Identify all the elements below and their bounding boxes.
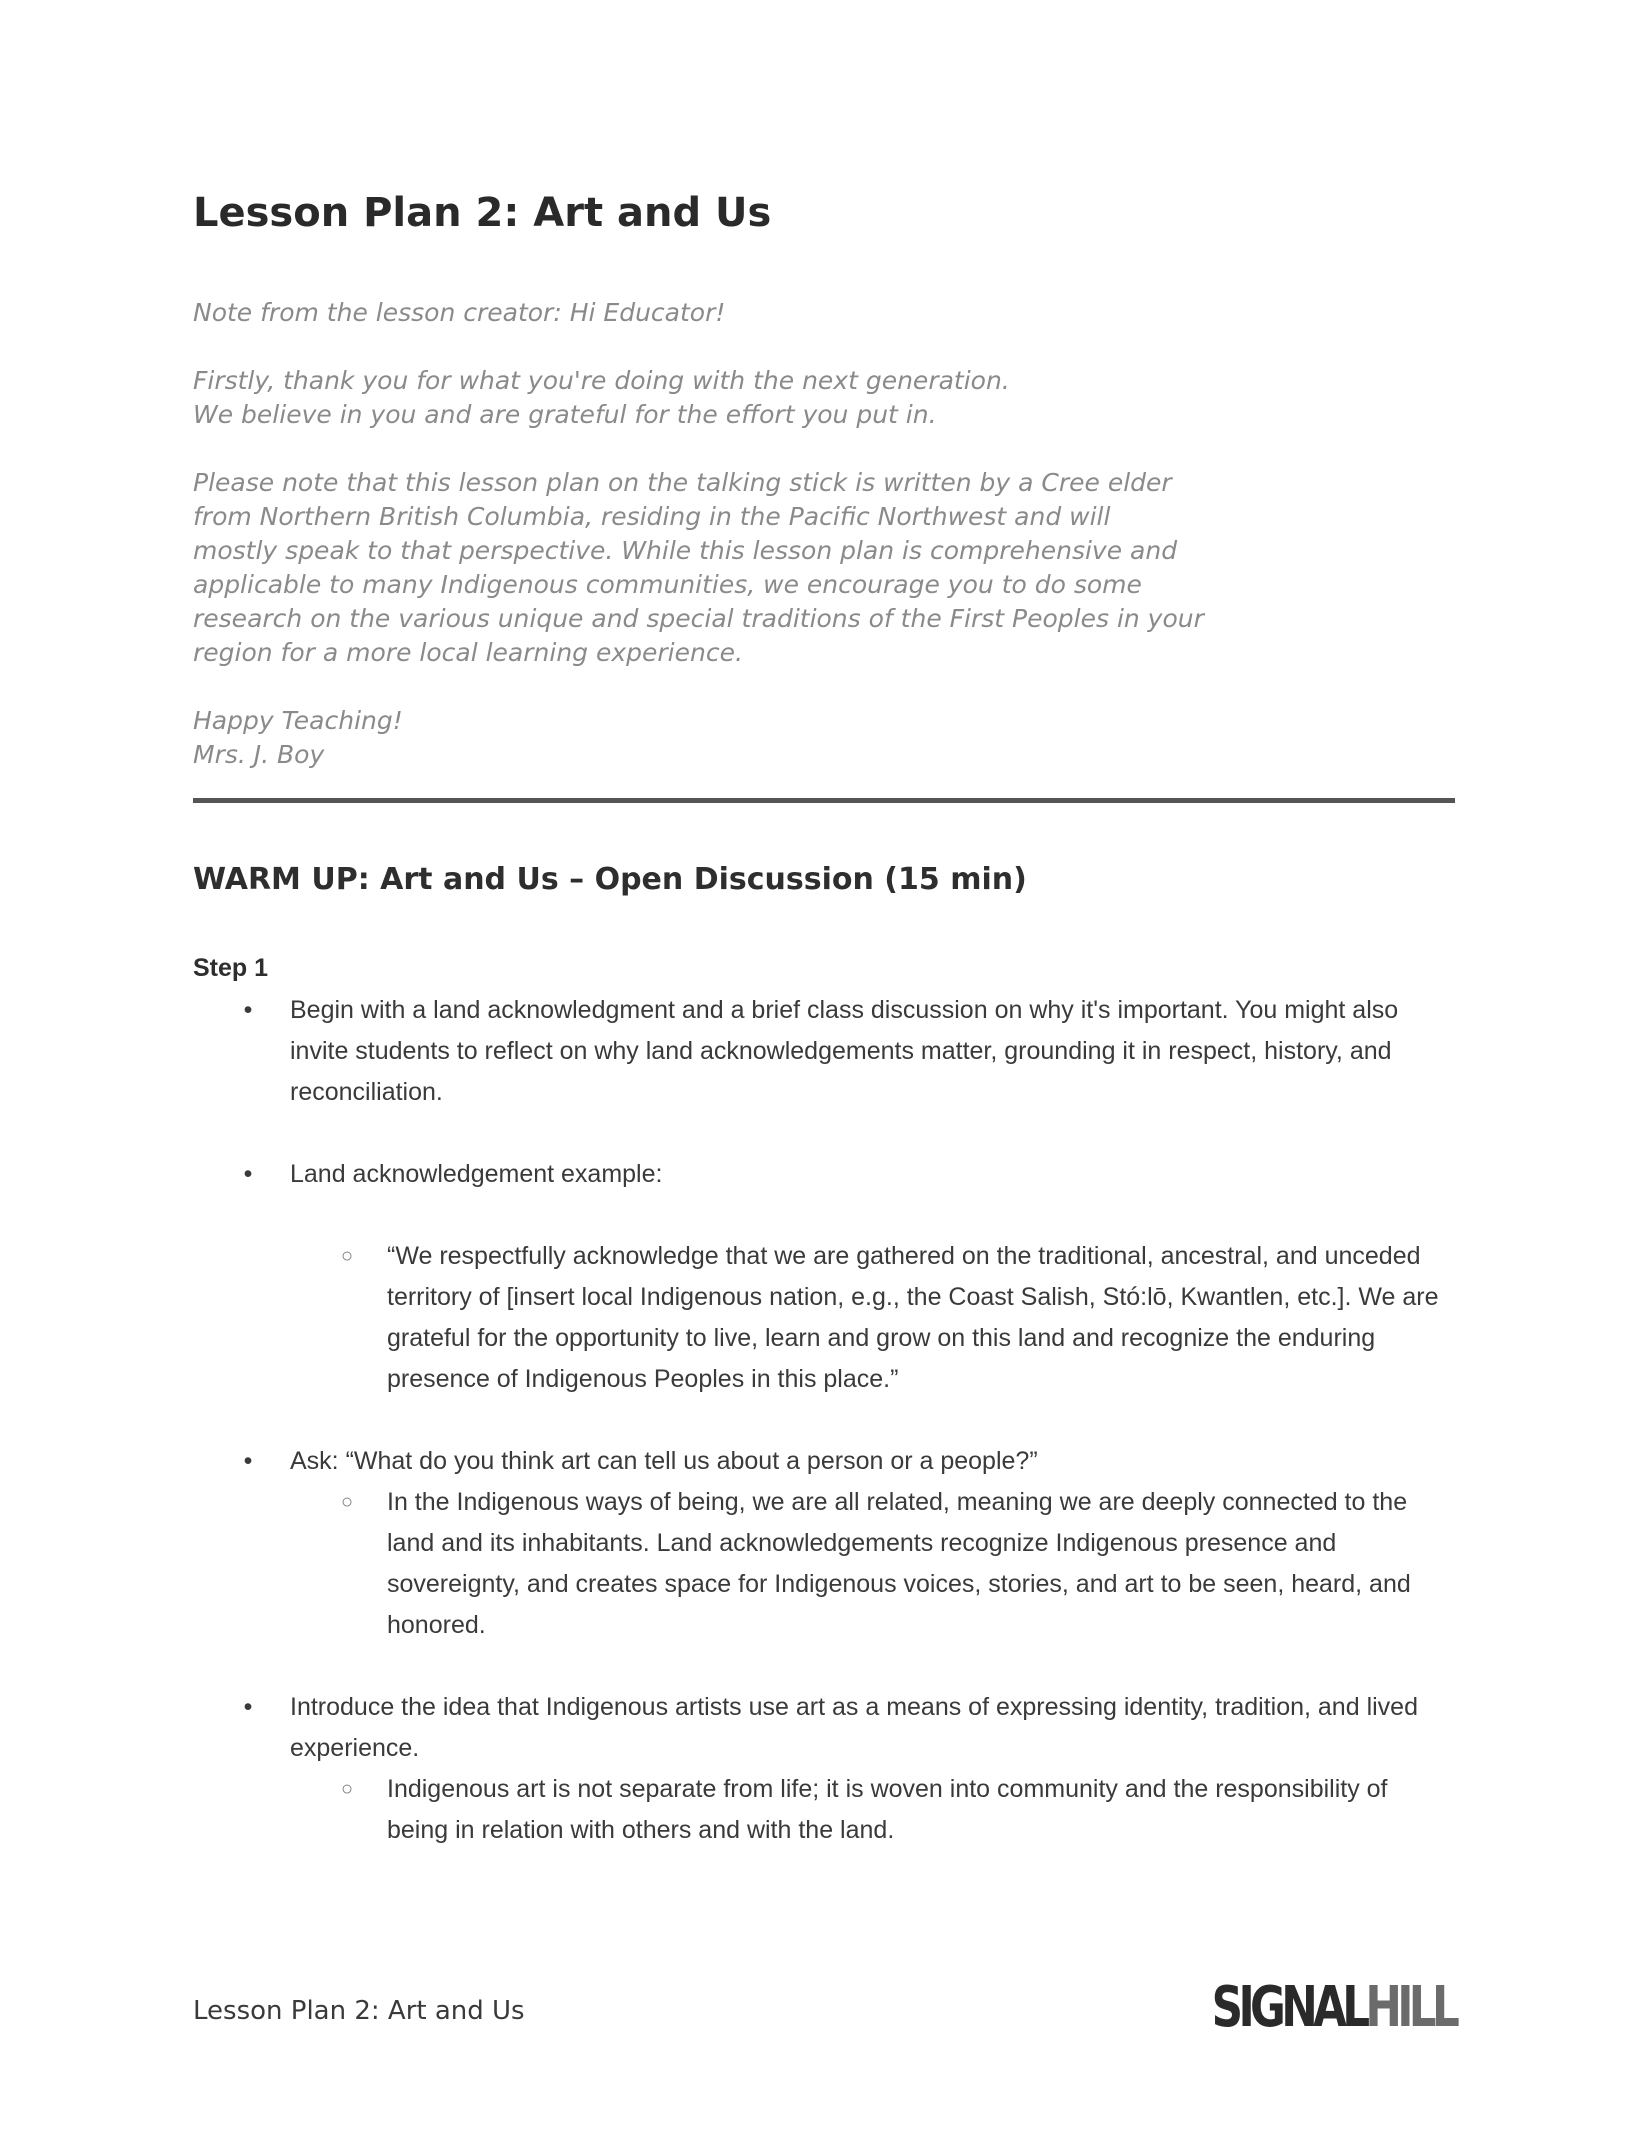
sub-bullet-icon: ○ bbox=[340, 1778, 354, 1800]
sub-list-item-text: Indigenous art is not separate from life; it is woven into community and the responsibility of being in relation with others and with the land. bbox=[387, 1775, 1388, 1844]
logo-text-hill: HILL bbox=[1365, 1975, 1455, 2040]
list-item bbox=[193, 1687, 1455, 1851]
note-line: Happy Teaching! bbox=[193, 706, 403, 735]
note-paragraph bbox=[193, 704, 1313, 772]
sub-list-item-text: “We respectfully acknowledge that we are gathered on the traditional, ancestral, and unceded territory of [insert local Indigenous nation, e.g., the Coast Salish, Stó:lō, Kwantlen, etc.]. We are grateful for the opportunity to live, learn and grow on this land and recognize the enduring presence of Indigenous Peoples in this place.” bbox=[387, 1242, 1439, 1393]
note-line: mostly speak to that perspective. While this lesson plan is comprehensive and bbox=[193, 536, 1178, 565]
list-item bbox=[193, 1441, 1455, 1646]
note-line: Please note that this lesson plan on the talking stick is written by a Cree elder bbox=[193, 468, 1172, 497]
logo-text-signal: SIGNAL bbox=[1211, 1975, 1366, 2040]
bullet-list bbox=[193, 990, 1455, 1851]
signal-hill-logo bbox=[1212, 1975, 1455, 2041]
sub-bullet-list bbox=[290, 1236, 1455, 1400]
list-item-text: Ask: “What do you think art can tell us about a person or a people?” bbox=[290, 1447, 1038, 1475]
document-page bbox=[193, 0, 1455, 2134]
note-line: region for a more local learning experience. bbox=[193, 638, 743, 667]
sub-list-item-text: In the Indigenous ways of being, we are all related, meaning we are deeply connected to the land and its inhabitants. Land acknowledgements recognize Indigenous presence and sovereignty, and creates space for Indigenous voices, stories, and art to be seen, heard, and honored. bbox=[387, 1488, 1411, 1639]
sub-bullet-list bbox=[290, 1482, 1455, 1646]
bullet-icon: • bbox=[243, 1693, 253, 1721]
section-heading: WARM UP: Art and Us – Open Discussion (15 min) bbox=[193, 862, 1027, 897]
step-content bbox=[193, 990, 1455, 1851]
list-item bbox=[193, 1154, 1455, 1400]
sub-bullet-icon: ○ bbox=[340, 1491, 354, 1513]
list-item-text: Introduce the idea that Indigenous artists use art as a means of expressing identity, tradition, and lived experience. bbox=[290, 1693, 1418, 1762]
note-line: from Northern British Columbia, residing in the Pacific Northwest and will bbox=[193, 502, 1111, 531]
list-item-text: Begin with a land acknowledgment and a brief class discussion on why it's important. You might also invite students to reflect on why land acknowledgements matter, grounding it in respect, history, and reconciliation. bbox=[290, 996, 1399, 1106]
note-line: research on the various unique and special traditions of the First Peoples in your bbox=[193, 604, 1204, 633]
sub-bullet-list bbox=[290, 1769, 1455, 1851]
note-line: We believe in you and are grateful for the effort you put in. bbox=[193, 400, 937, 429]
step-label: Step 1 bbox=[193, 954, 269, 982]
list-item bbox=[193, 990, 1455, 1113]
horizontal-divider bbox=[193, 798, 1455, 803]
sub-list-item bbox=[290, 1236, 1455, 1400]
note-line: Note from the lesson creator: Hi Educator! bbox=[193, 298, 726, 327]
note-line: Firstly, thank you for what you're doing with the next generation. bbox=[193, 366, 1010, 395]
page-title: Lesson Plan 2: Art and Us bbox=[193, 190, 772, 236]
note-paragraph bbox=[193, 296, 1313, 330]
bullet-icon: • bbox=[243, 1447, 253, 1475]
sub-bullet-icon: ○ bbox=[340, 1245, 354, 1267]
bullet-icon: • bbox=[243, 1160, 253, 1188]
note-signature: Mrs. J. Boy bbox=[193, 740, 325, 769]
note-paragraph bbox=[193, 364, 1313, 432]
sub-list-item bbox=[290, 1769, 1455, 1851]
lesson-creator-note bbox=[193, 296, 1313, 772]
note-paragraph bbox=[193, 466, 1313, 670]
footer-title: Lesson Plan 2: Art and Us bbox=[193, 1996, 525, 2026]
note-line: applicable to many Indigenous communities, we encourage you to do some bbox=[193, 570, 1142, 599]
bullet-icon: • bbox=[243, 996, 253, 1024]
list-item-text: Land acknowledgement example: bbox=[290, 1160, 663, 1188]
sub-list-item bbox=[290, 1482, 1455, 1646]
